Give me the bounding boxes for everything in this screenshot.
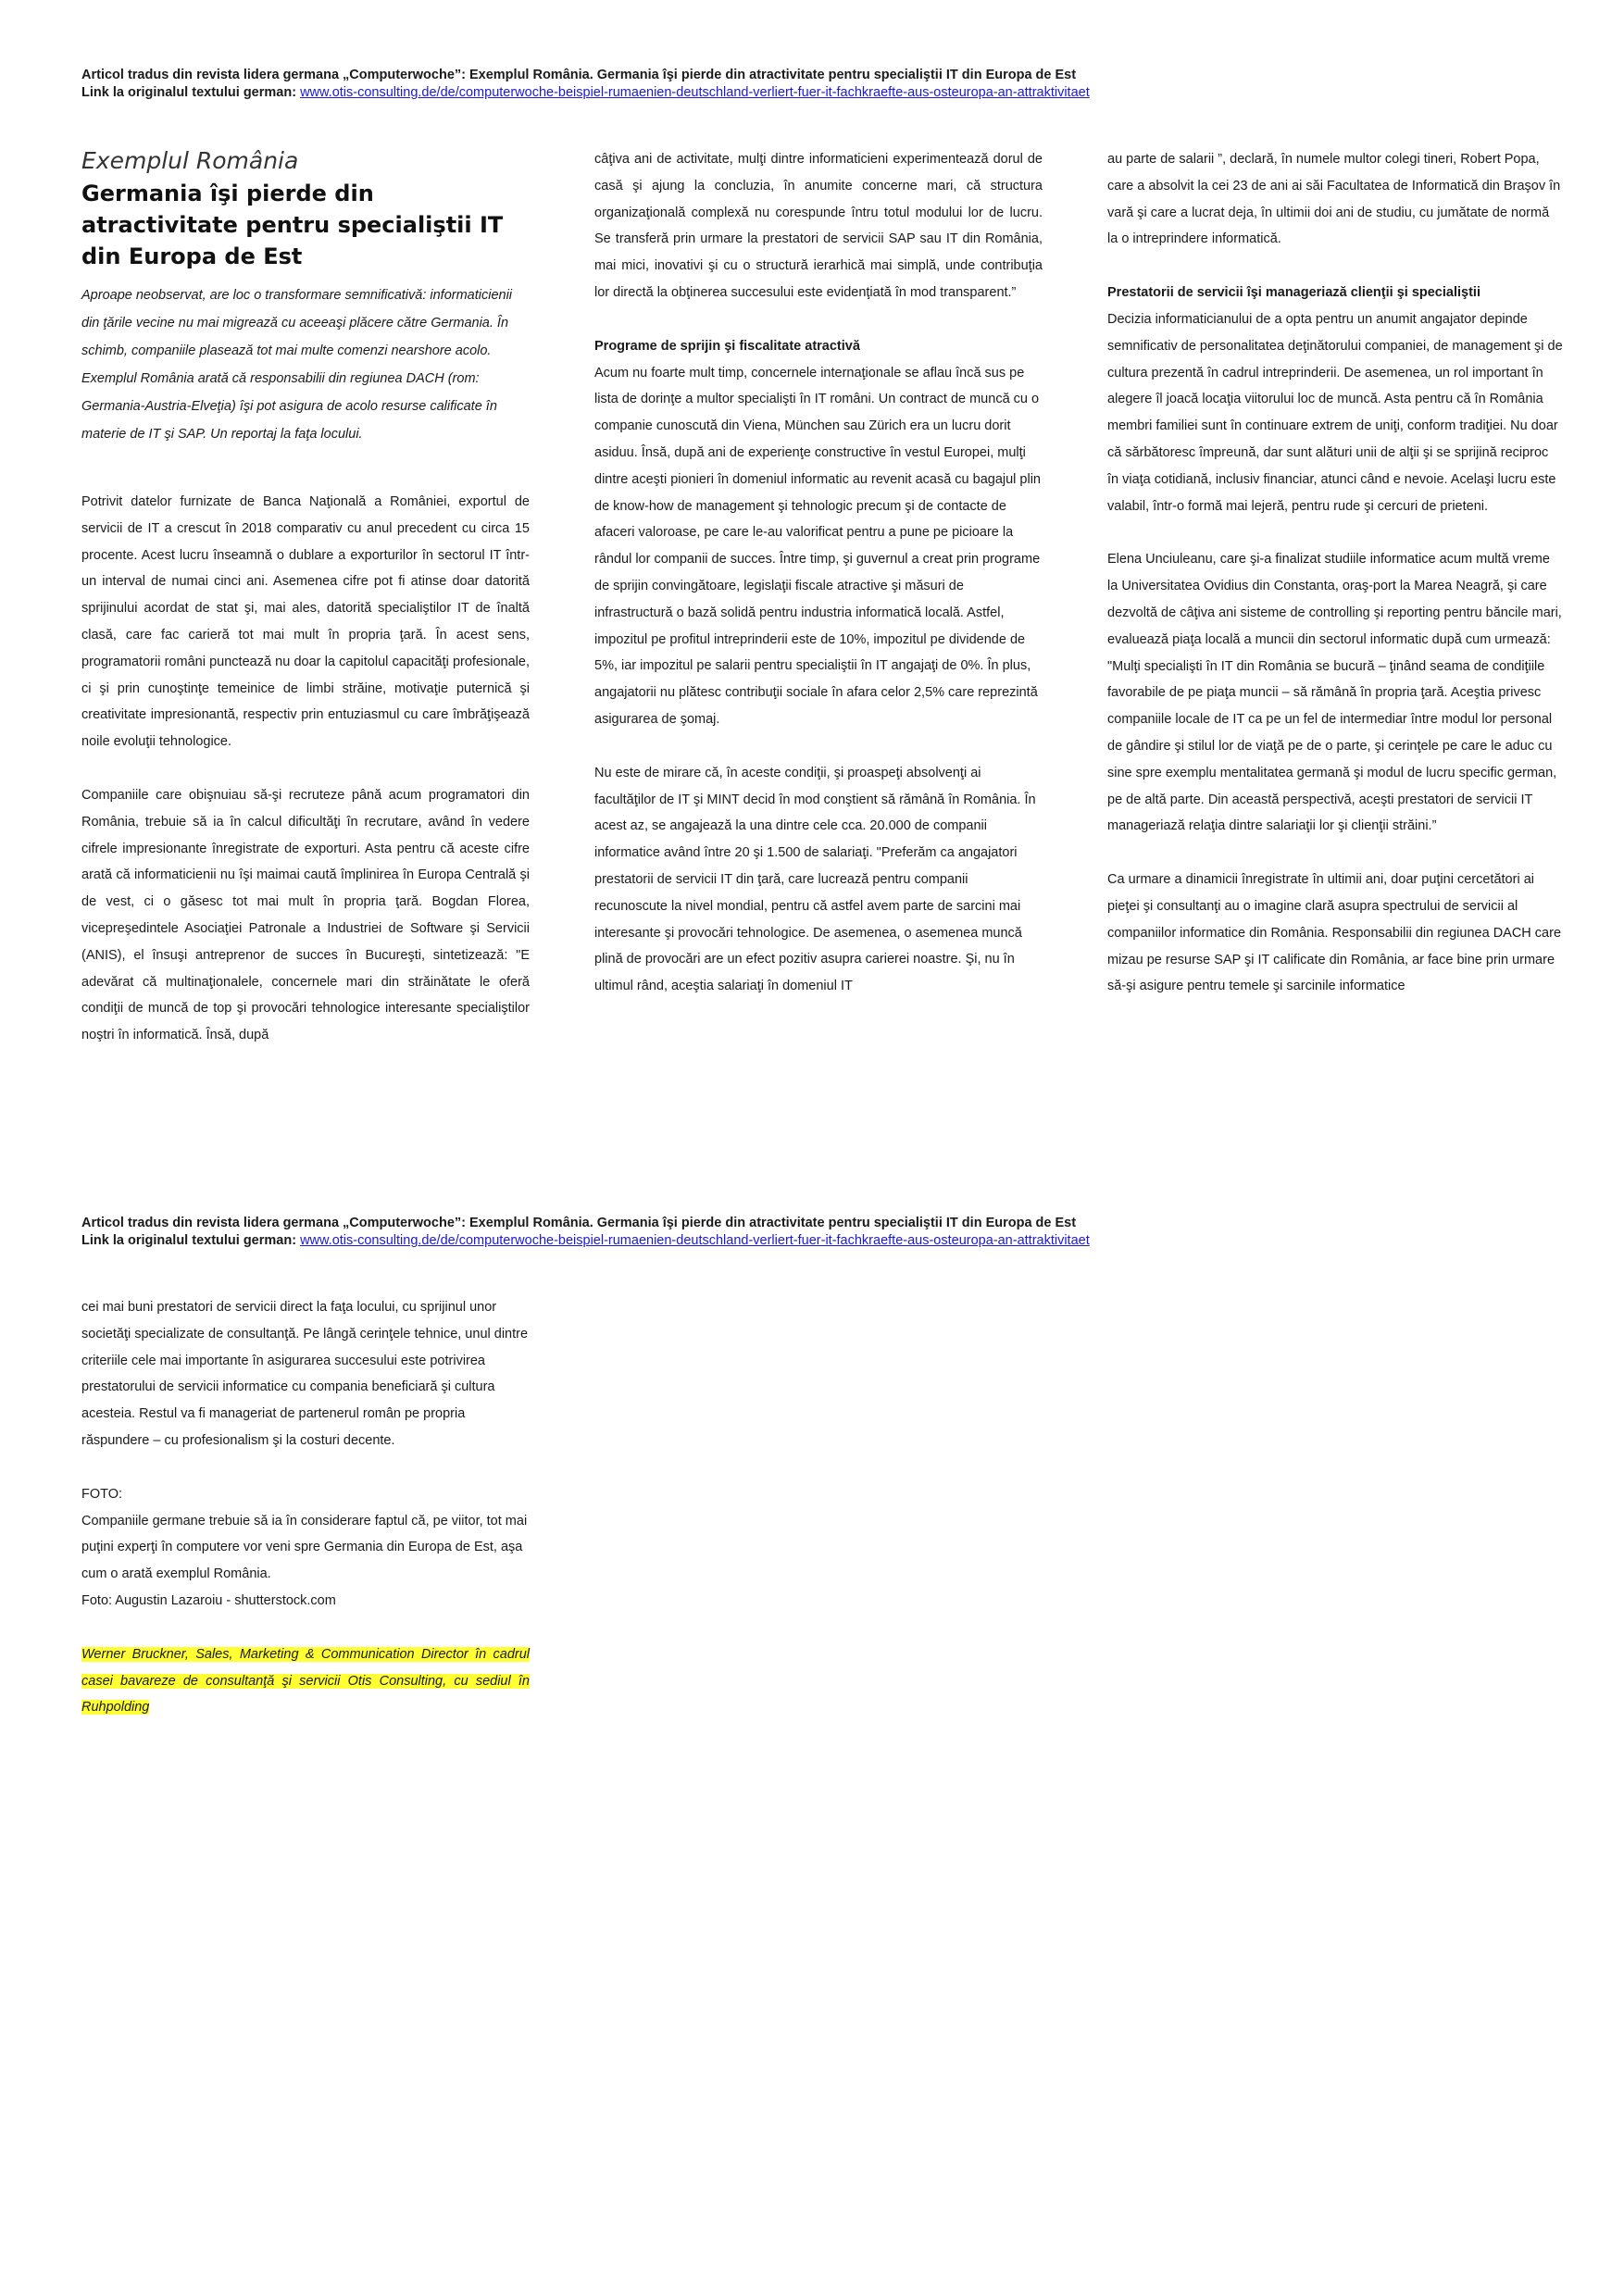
foto-caption: Companiile germane trebuie să ia în considerare faptul că, pe viitor, tot mai puţini experţi în computere vor veni spre Germania din Europa de Est, aşa cum o arată exemplul România. bbox=[81, 1513, 528, 1582]
page-header-2 bbox=[81, 1215, 1563, 1250]
article-kicker: Exemplul România bbox=[81, 147, 299, 174]
column-1 bbox=[81, 146, 530, 1049]
body-paragraph: cei mai buni prestatori de servicii direct la faţa locului, cu sprijinul unor societăţi specializate de consultanţă. Pe lângă cerinţele tehnice, unul dintre criteriile cele mai importante în asigurarea succesului este potrivirea prestatorului de servicii informatice cu compania beneficiară şi cultura acesteia. Restul va fi manageriat de partenerul român pe propria răspundere – cu profesionalism şi la costuri decente. bbox=[81, 1300, 529, 1448]
original-article-link[interactable]: www.otis-consulting.de/de/computerwoche-beispiel-rumaenien-deutschland-verliert-fuer-it-fachkraefte-aus-osteuropa-an-attraktivitaet bbox=[300, 85, 1090, 100]
header-link-label: Link la originalul textului german: bbox=[81, 85, 297, 100]
original-article-link[interactable]: www.otis-consulting.de/de/computerwoche-beispiel-rumaenien-deutschland-verliert-fuer-it-fachkraefte-aus-osteuropa-an-attraktivitaet bbox=[300, 1233, 1090, 1248]
header-link-label: Link la originalul textului german: bbox=[81, 1233, 297, 1248]
header-title: Articol tradus din revista lidera germana „Computerwoche”: Exemplul România. Germania îşi pierde din atractivitate pentru specialiştii IT din Europa de Est bbox=[81, 68, 1077, 82]
header-link-line bbox=[81, 1232, 1563, 1250]
body-paragraph: Acum nu foarte mult timp, concernele internaţionale se aflau încă sus pe lista de dorinţe a multor specialişti în IT români. Un contract de muncă cu o companie cunoscută din Viena, München sau Zürich era un lucru dorit asiduu. Însă, după ani de experienţe constructive în vestul Europei, mulţi dintre aceşti pionieri în domeniul informatic au revenit acasă cu bagajul plin de know-how de management şi tehnologic precum şi de contacte de afaceri valoroase, pe care le-au valorificat pentru a pune pe picioare la rândul lor companii de succes. Între timp, şi guvernul a creat prin programe de sprijin convingătoare, legislaţii fiscale atractive şi măsuri de infrastructură o bază solidă pentru industria informatică locală. Astfel, impozitul pe profitul intreprinderii este de 10%, impozitul pe dividende de 5%, iar impozitul pe salarii pentru specialiştii în IT angajaţi de 0%. În plus, angajatorii nu plătesc contribuţii sociale în afara celor 2,5% care reprezintă asigurarea de şomaj. bbox=[594, 365, 1041, 727]
body-paragraph: au parte de salarii ”, declară, în numele multor colegi tineri, Robert Popa, care a absolvit la cei 23 de ani ai săi Facultatea de Informatică din Braşov în vară şi care a lucrat deja, în ultimii doi ani de studiu, cu jumătate de normă la o intreprindere informatică. bbox=[1107, 152, 1561, 247]
author-note bbox=[81, 1641, 530, 1721]
page-2-content bbox=[81, 1294, 530, 1721]
column-2 bbox=[594, 146, 1043, 1000]
section-title: Prestatorii de servicii îşi manageriază clienţii şi specialiştii bbox=[1107, 285, 1480, 301]
body-paragraph: Elena Unciuleanu, care şi-a finalizat studiile informatice acum multă vreme la Universitatea Ovidius din Constanta, oraş-port la Marea Neagră, şi care dezvoltă de câţiva ani sisteme de controlling şi reporting pentru băncile mari, evaluează piaţa locală a muncii din sectorul informatic după cum urmează: "Mulţi specialişti în IT din România se bucură – ţinând seama de condiţiile favorabile de pe piaţa muncii – să rămână în propria ţară. Aceştia privesc companiile locale de IT ca pe un fel de intermediar între modul lor personal de gândire şi stilul lor de viaţă pe de o parte, şi cerinţele pe care le aduc cu sine spre exemplu mentalitatea germană şi modul de lucru specific german, pe de altă parte. Din această perspectivă, aceşti prestatori de servicii IT manageriază relaţia dintre salariaţii lor şi clienţii străini.” bbox=[1107, 552, 1562, 834]
page-header bbox=[81, 67, 1563, 102]
section-title: Programe de sprijin şi fiscalitate atractivă bbox=[594, 338, 860, 354]
article-headline: Germania îşi pierde din atractivitate pentru specialiştii IT din Europa de Est bbox=[81, 181, 504, 269]
header-title: Articol tradus din revista lidera germana „Computerwoche”: Exemplul România. Germania îşi pierde din atractivitate pentru specialiştii IT din Europa de Est bbox=[81, 1216, 1077, 1230]
foto-credit: Foto: Augustin Lazaroiu - shutterstock.com bbox=[81, 1592, 336, 1608]
body-paragraph: Ca urmare a dinamicii înregistrate în ultimii ani, doar puţini cercetători ai pieţei şi consultanţi au o imagine clară asupra spectrului de servicii al companiilor informatice din România. Responsabilii din regiunea DACH care mizau pe resurse SAP şi IT calificate din România, ar face bine prin urmare să-şi asigure pentru temele şi sarcinile informatice bbox=[1107, 872, 1562, 994]
body-paragraph: Decizia informaticianului de a opta pentru un anumit angajator depinde semnificativ de personalitatea deţinătorului companiei, de management şi de cultura prezentă în cadrul intreprinderii. De asemenea, un rol important în alegere îl joacă locaţia viitorului loc de muncă. Asta pentru că în România membri familiei sunt în continuare extrem de uniţi, conform tradiţiei. Nu doar că sărbătoresc împreună, dar sunt alături unii de alţii şi se sprijină reciproc în viaţa cotidiană, inclusiv financiar, atunci când e nevoie. Acelaşi lucru este valabil, într-o formă mai lejeră, pentru rude şi cercuri de prieteni. bbox=[1107, 311, 1563, 514]
column-3 bbox=[1107, 146, 1563, 1000]
body-paragraph: câţiva ani de activitate, mulţi dintre informaticieni experimentează dorul de casă şi ajung la concluzia, în anumite concerne mari, că structura organizaţională complexă nu corespunde întru totul modului lor de lucru. Se transferă prin urmare la prestatori de servicii SAP sau IT din România, mai mici, inovativi şi cu o structură ierarhică mai simplă, unde contribuţia lor directă la obţinerea succesului este evidenţiată în mod transparent.” bbox=[594, 152, 1043, 300]
body-paragraph: Nu este de mirare că, în aceste condiţii, şi proaspeţi absolvenţi ai facultăţilor de IT şi MINT decid în mod conştient să rămână în România. În acest az, se angajează la una dintre cele cca. 20.000 de companii informatice având între 20 şi 1.500 de salariaţi. "Preferăm ca angajatori prestatorii de servicii IT din ţară, care lucrează pentru companii recunoscute la nivel mondial, pentru că astfel avem parte de sarcini mai interesante şi provocări tehnologice. De asemenea, o asemenea muncă plină de provocări are un efect pozitiv asupra carierei noastre. Şi, nu în ultimul rând, aceştia salariaţi în domeniul IT bbox=[594, 765, 1036, 994]
body-paragraph: Potrivit datelor furnizate de Banca Naţională a României, exportul de servicii de IT a crescut în 2018 comparativ cu anul precedent cu circa 15 procente. Acest lucru înseamnă o dublare a exporturilor în sectorul IT într-un interval de numai cinci ani. Asemenea cifre pot fi atinse doar datorită sprijinului acordat de stat şi, mai ales, datorită specialiştilor IT de înaltă clasă, care fac carieră tot mai mult în propria ţară. În acest sens, programatorii români punctează nu doar la capitolul capacităţi profesionale, ci şi prin cunoştinţe temeinice de limbi străine, motivaţie puternică şi creativitate impresionantă, respectiv prin entuziasmul cu care îmbrăţişează noile evoluţii tehnologice. bbox=[81, 494, 530, 750]
header-link-line bbox=[81, 84, 1563, 102]
foto-label: FOTO: bbox=[81, 1486, 123, 1502]
article-lead: Aproape neobservat, are loc o transformare semnificativă: informaticienii din ţările vecine nu mai migrează cu aceeaşi plăcere către Germania. În schimb, companiile plasează tot mai multe comenzi nearshore acolo. Exemplul România arată că responsabilii din regiunea DACH (rom: Germania-Austria-Elveţia) îşi pot asigura de acolo resurse calificate în materie de IT şi SAP. Un reportaj la faţa locului. bbox=[81, 288, 513, 442]
author-note-text: Werner Bruckner, Sales, Marketing & Communication Director în cadrul casei bavareze de consultanţă şi servicii Otis Consulting, cu sediul în Ruhpolding bbox=[81, 1646, 530, 1716]
body-paragraph: Companiile care obişnuiau să-şi recruteze până acum programatori din România, trebuie să ia în calcul dificultăţi în recrutare, având în vedere cifrele impresionante înregistrate de exporturi. Asta pentru că aceste cifre arată că informaticienii nu îşi maimai caută împlinirea în Europa Centrală şi de vest, ci o găsesc tot mai mult în propria ţară. Bogdan Florea, vicepreşedintele Asociaţiei Patronale a Industriei de Software şi Servicii (ANIS), el însuşi antreprenor de succes în Bucureşti, sintetizează: "E adevărat că multinaţionalele, concernele mari din străinătate le oferă condiţii de muncă de top şi provocări tehnologice interesante specialiştilor noştri în informatică. Însă, după bbox=[81, 787, 530, 1043]
